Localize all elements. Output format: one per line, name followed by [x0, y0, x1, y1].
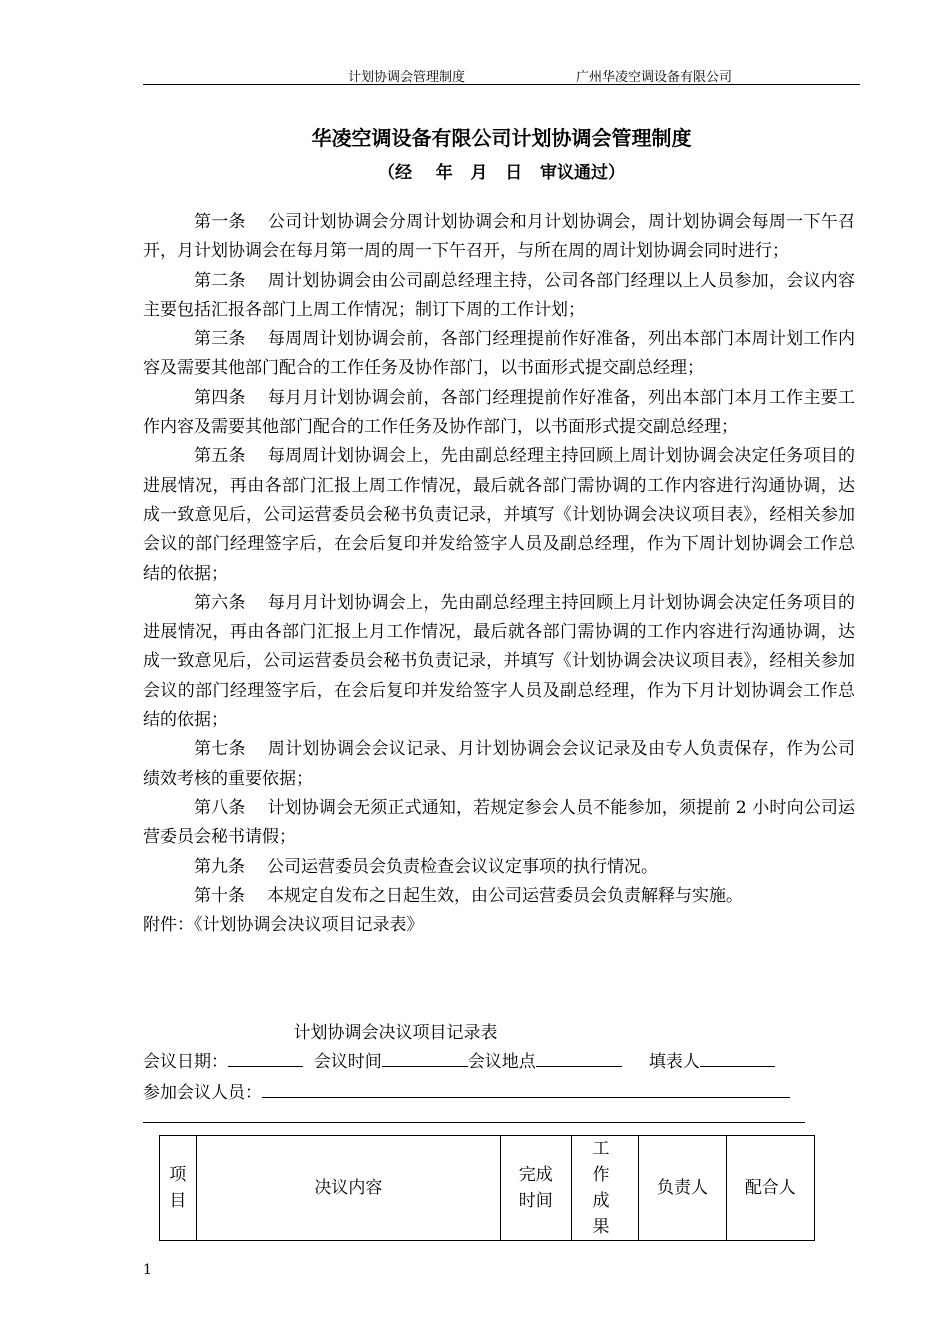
article-text: 公司计划协调会分周计划协调会和月计划协调会，周计划协调会每周一下午召开，月计划协调会在每月第一周的周一下午召开，与所在周的周计划协调会同时进行；	[143, 212, 856, 262]
article	[143, 853, 855, 882]
col-assistant: 配合人	[726, 1136, 814, 1241]
document-title: 华凌空调设备有限公司计划协调会管理制度	[311, 126, 692, 150]
article-label: 第十条	[194, 885, 245, 906]
attendees-blank[interactable]	[262, 1079, 790, 1098]
col-item: 项目	[160, 1136, 197, 1241]
article-label: 第八条	[194, 797, 246, 818]
regulation-body	[143, 208, 855, 940]
article-text: 每周周计划协调会上，先由副总经理主持回顾上周计划协调会决定任务项目的进展情况，再由各部门汇报上周工作情况，最后就各部门需协调的工作内容进行沟通协调，达成一致意见后，公司运营委员会秘书负责记录，并填写《计划协调会决议项目表》，经相关参加会议的部门经理签字后，在会后复印并发给签字人员及副总经理，作为下周计划协调会工作总结的依据；	[143, 446, 856, 584]
place-blank[interactable]	[536, 1048, 622, 1067]
date-blank[interactable]	[228, 1048, 303, 1067]
article	[143, 442, 855, 588]
header-company: 广州华凌空调设备有限公司	[576, 70, 733, 85]
time-label: 会议时间	[313, 1052, 382, 1072]
article-label: 第二条	[194, 270, 246, 291]
header-doc-title: 计划协调会管理制度	[348, 70, 466, 85]
article	[143, 384, 855, 443]
article-text: 周计划协调会会议记录、月计划协调会会议记录及由专人负责保存，作为公司绩效考核的重要依据；	[143, 739, 856, 789]
article-text: 本规定自发布之日起生效，由公司运营委员会负责解释与实施。	[267, 885, 743, 906]
attendees-row	[143, 1078, 790, 1103]
attendees-label: 参加会议人员：	[143, 1083, 262, 1103]
attachment-note: 附件：《计划协调会决议项目记录表》	[143, 915, 424, 936]
article-label: 第四条	[194, 387, 246, 408]
article-text: 周计划协调会由公司副总经理主持，公司各部门经理以上人员参加，会议内容主要包括汇报各部门上周工作情况；制订下周的工作计划；	[143, 270, 856, 320]
page-header	[143, 64, 860, 85]
article-label: 第七条	[194, 739, 246, 760]
article	[143, 589, 855, 735]
table-header-row	[160, 1136, 815, 1241]
article-text: 每月月计划协调会上，先由副总经理主持回顾上月计划协调会决定任务项目的进展情况，再由各部门汇报上月工作情况，最后就各部门需协调的工作内容进行沟通协调，达成一致意见后，公司运营委员会秘书负责记录，并填写《计划协调会决议项目表》，经相关参加会议的部门经理签字后，在会后复印并发给签字人员及副总经理，作为下月计划协调会工作总结的依据；	[143, 592, 856, 731]
approval-note: （经 年 月 日 审议通过）	[378, 163, 625, 183]
col-result: 工作成果	[571, 1136, 639, 1241]
article	[143, 267, 855, 326]
col-deadline: 完成时间	[500, 1136, 571, 1241]
article-label: 第九条	[194, 856, 245, 877]
form-title: 计划协调会决议项目记录表	[293, 1023, 498, 1043]
article	[143, 325, 855, 384]
decision-record-table	[159, 1135, 815, 1241]
article	[143, 882, 855, 911]
article	[143, 735, 855, 794]
article-text: 计划协调会无须正式通知，若规定参会人员不能参加，须提前 2 小时向公司运营委员会秘书请假；	[143, 797, 855, 848]
article-label: 第一条	[194, 212, 246, 232]
article-text: 每月月计划协调会前，各部门经理提前作好准备，列出本部门本月工作主要工作内容及需要其他部门配合的工作任务及协作部门，以书面形式提交副总经理；	[143, 387, 856, 438]
article	[143, 208, 855, 267]
time-blank[interactable]	[382, 1048, 468, 1067]
place-label: 会议地点	[467, 1052, 536, 1072]
article-label: 第六条	[194, 592, 246, 613]
article-text: 公司运营委员会负责检查会议议定事项的执行情况。	[267, 856, 658, 877]
article-label: 第三条	[194, 329, 246, 350]
article	[143, 794, 855, 853]
article-label: 第五条	[194, 446, 246, 467]
filler-label: 填表人	[648, 1052, 700, 1072]
attendees-continuation-line[interactable]	[143, 1122, 805, 1123]
col-content: 决议内容	[196, 1136, 500, 1241]
date-label: 会议日期：	[143, 1052, 228, 1072]
meeting-info-row	[143, 1047, 775, 1072]
page-number: 1	[143, 1262, 152, 1278]
article-text: 每周周计划协调会前，各部门经理提前作好准备，列出本部门本周计划工作内容及需要其他部门配合的工作任务及协作部门，以书面形式提交副总经理；	[143, 329, 856, 379]
filler-blank[interactable]	[700, 1048, 775, 1067]
col-owner: 负责人	[639, 1136, 726, 1241]
